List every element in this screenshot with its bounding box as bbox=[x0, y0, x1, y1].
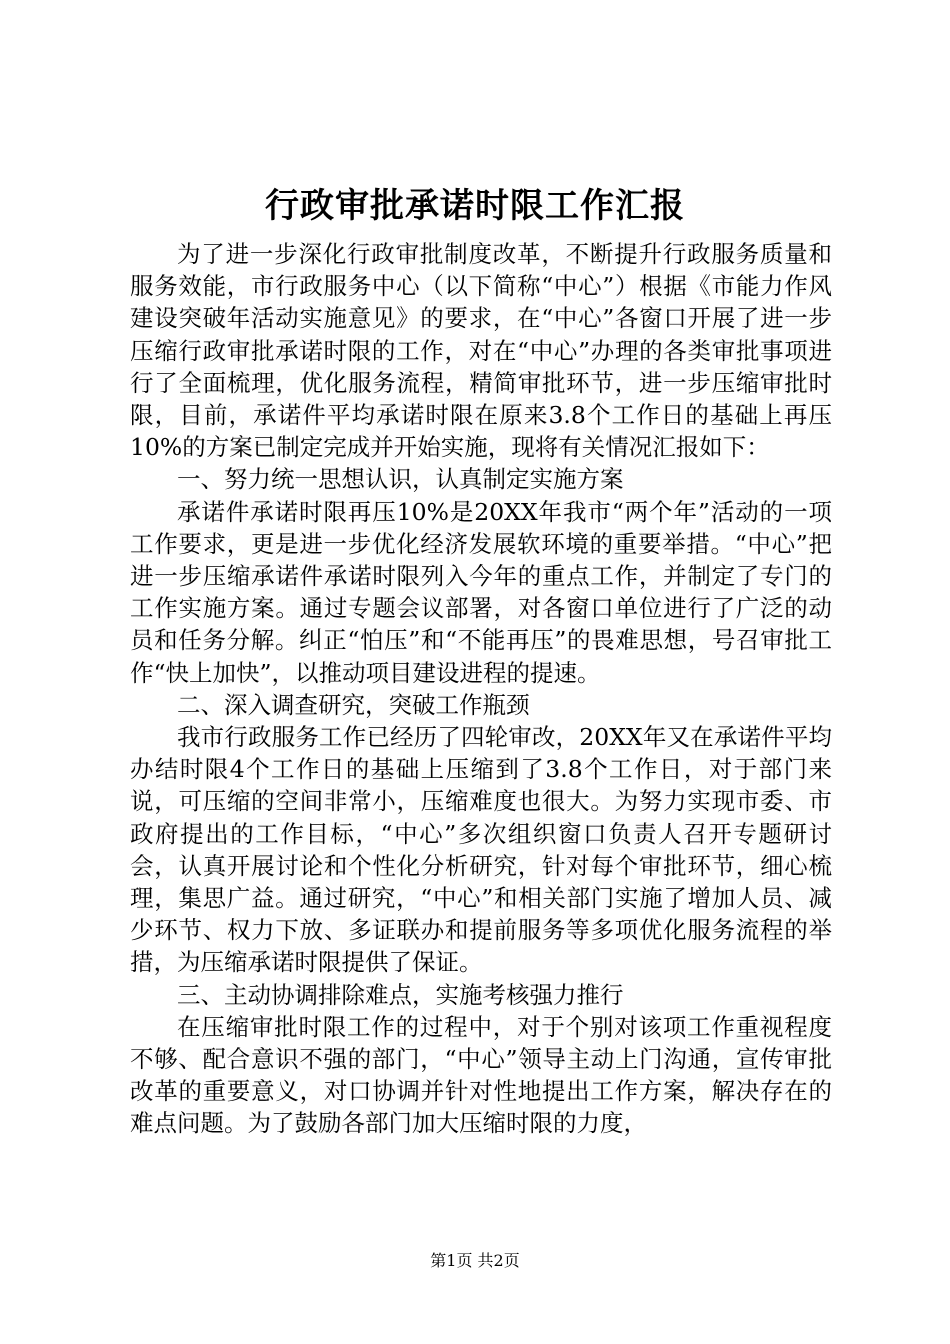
page-number-footer: 第1页 共2页 bbox=[430, 1251, 520, 1270]
document-title: 行政审批承诺时限工作汇报 bbox=[265, 186, 685, 226]
section-paragraph-1: 承诺件承诺时限再压10%是20XX年我市“两个年”活动的一项工作要求，更是进一步优化经济发展软环境的重要举措。“中心”把进一步压缩承诺件承诺时限列入今年的重点工作，并制定了专门的工作实施方案。通过专题会议部署，对各窗口单位进行了广泛的动员和任务分解。纠正“怕压”和“不能再压”的畏难思想，号召审批工作“快上加快”，以推动项目建设进程的提速。 bbox=[130, 497, 832, 687]
intro-paragraph: 为了进一步深化行政审批制度改革，不断提升行政服务质量和服务效能，市行政服务中心（以下简称“中心”）根据《市能力作风建设突破年活动实施意见》的要求，在“中心”各窗口开展了进一步压缩行政审批承诺时限的工作，对在“中心”办理的各类审批事项进行了全面梳理，优化服务流程，精简审批环节，进一步压缩审批时限，目前，承诺件平均承诺时限在原来3.8个工作日的基础上再压10%的方案已制定完成并开始实施，现将有关情况汇报如下： bbox=[130, 240, 832, 462]
section-heading-1: 一、努力统一思想认识，认真制定实施方案 bbox=[177, 465, 624, 494]
document-body bbox=[130, 238, 832, 1140]
section-heading-2: 二、深入调查研究，突破工作瓶颈 bbox=[177, 690, 530, 719]
section-paragraph-2: 我市行政服务工作已经历了四轮审改，20XX年又在承诺件平均办结时限4个工作日的基础上压缩到了3.8个工作日，对于部门来说，可压缩的空间非常小，压缩难度也很大。为努力实现市委、市政府提出的工作目标，“中心”多次组织窗口负责人召开专题研讨会，认真开展讨论和个性化分析研究，针对每个审批环节，细心梳理，集思广益。通过研究，“中心”和相关部门实施了增加人员、减少环节、权力下放、多证联办和提前服务等多项优化服务流程的举措，为压缩承诺时限提供了保证。 bbox=[130, 723, 832, 977]
section-paragraph-3: 在压缩审批时限工作的过程中，对于个别对该项工作重视程度不够、配合意识不强的部门，“中心”领导主动上门沟通，宣传审批改革的重要意义，对口协调并针对性地提出工作方案，解决存在的难点问题。为了鼓励各部门加大压缩时限的力度， bbox=[130, 1012, 832, 1138]
section-heading-3: 三、主动协调排除难点，实施考核强力推行 bbox=[177, 980, 624, 1009]
